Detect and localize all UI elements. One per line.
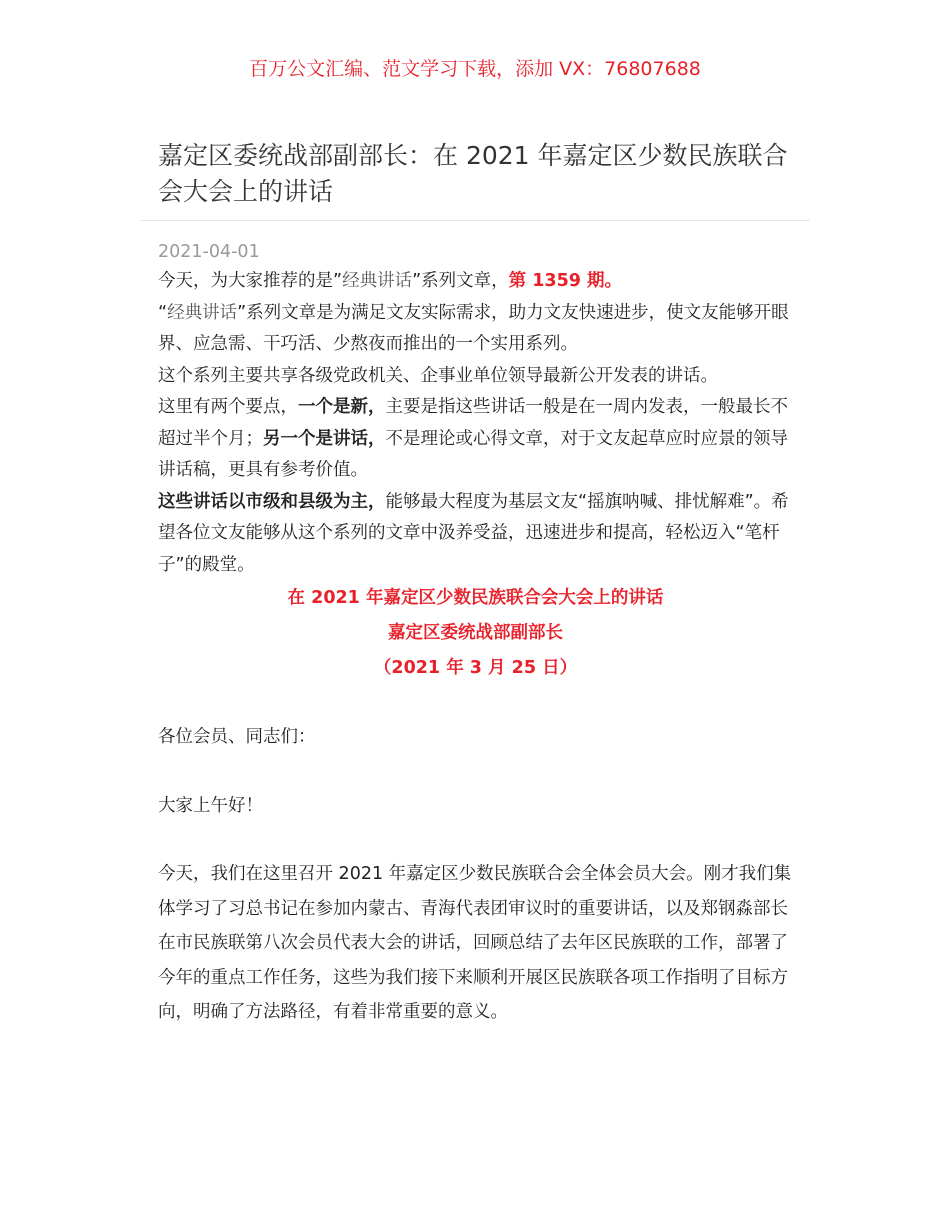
intro-paragraph-4 [158,392,793,487]
intro-p2-prefix: “ [158,302,168,323]
speech-greeting: 大家上午好！ [158,795,263,816]
speech-speaker: 嘉定区委统战部副部长 [388,623,563,643]
speech-body [158,686,793,1030]
speech-heading: 在 2021 年嘉定区少数民族联合会大会上的讲话 [287,588,664,608]
intro-paragraph-5 [158,487,793,582]
speech-date: （2021 年 3 月 25 日） [373,658,578,678]
title-divider [140,220,810,221]
intro-paragraph-2 [158,298,793,361]
intro-p4-c: 主要是指这些讲话一般是在一周内发表，一般最长不超过半个月； [158,397,788,449]
intro-p4-e: 不是理论或心得文章，对于文友起草应时应景的领导讲话稿，更具有参考价值。 [158,428,788,480]
series-name-2: 经典讲话 [167,302,238,323]
article-content [158,238,793,1030]
spacer [158,823,793,857]
series-name: 经典讲话 [342,271,413,291]
intro-p2-rest: ”系列文章是为满足文友实际需求，助力文友快速进步，使文友能够开眼界、应急需、干巧活、少熬夜而推出的一个实用系列。 [158,302,789,354]
spacer [158,755,793,789]
intro-paragraph-3: 这个系列主要共享各级党政机关、企事业单位领导最新公开发表的讲话。 [158,365,718,386]
intro-p5-bold: 这些讲话以市级和县级为主， [158,491,386,512]
intro-p4-bold-1: 一个是新， [298,397,386,417]
issue-number: 第 1359 期。 [508,271,623,291]
intro-p4-bold-2: 另一个是讲话， [263,428,386,449]
speech-paragraph-1: 今天，我们在这里召开 2021 年嘉定区少数民族联合会全体会员大会。刚才我们集体学习了习总书记在参加内蒙古、青海代表团审议时的重要讲话，以及郑钢淼部长在市民族联第八次会员代表大会的讲话，回顾总结了去年区民族联的工作，部署了今年的重点工作任务，这些为我们接下来顺利开展区民族联各项工作指明了目标方向，明确了方法路径，有着非常重要的意义。 [158,864,792,1022]
promo-banner: 百万公文汇编、范文学习下载，添加 VX：76807688 [249,58,701,80]
article-date: 2021-04-01 [158,242,260,262]
intro-paragraph-1 [158,266,793,298]
intro-p5-rest: 能够最大程度为基层文友“摇旗呐喊、排忧解难”。希望各位文友能够从这个系列的文章中汲养受益，迅速进步和提高，轻松迈入“笔杆子”的殿堂。 [158,491,789,575]
article-title: 嘉定区委统战部副部长：在 2021 年嘉定区少数民族联合会大会上的讲话 [158,141,788,206]
intro-p1-prefix: 今天，为大家推荐的是” [158,271,343,291]
intro-p1-mid: ”系列文章， [412,271,509,291]
speech-salutation: 各位会员、同志们： [158,727,316,747]
intro-p4-a: 这里有两个要点， [158,397,298,417]
spacer [158,686,793,720]
